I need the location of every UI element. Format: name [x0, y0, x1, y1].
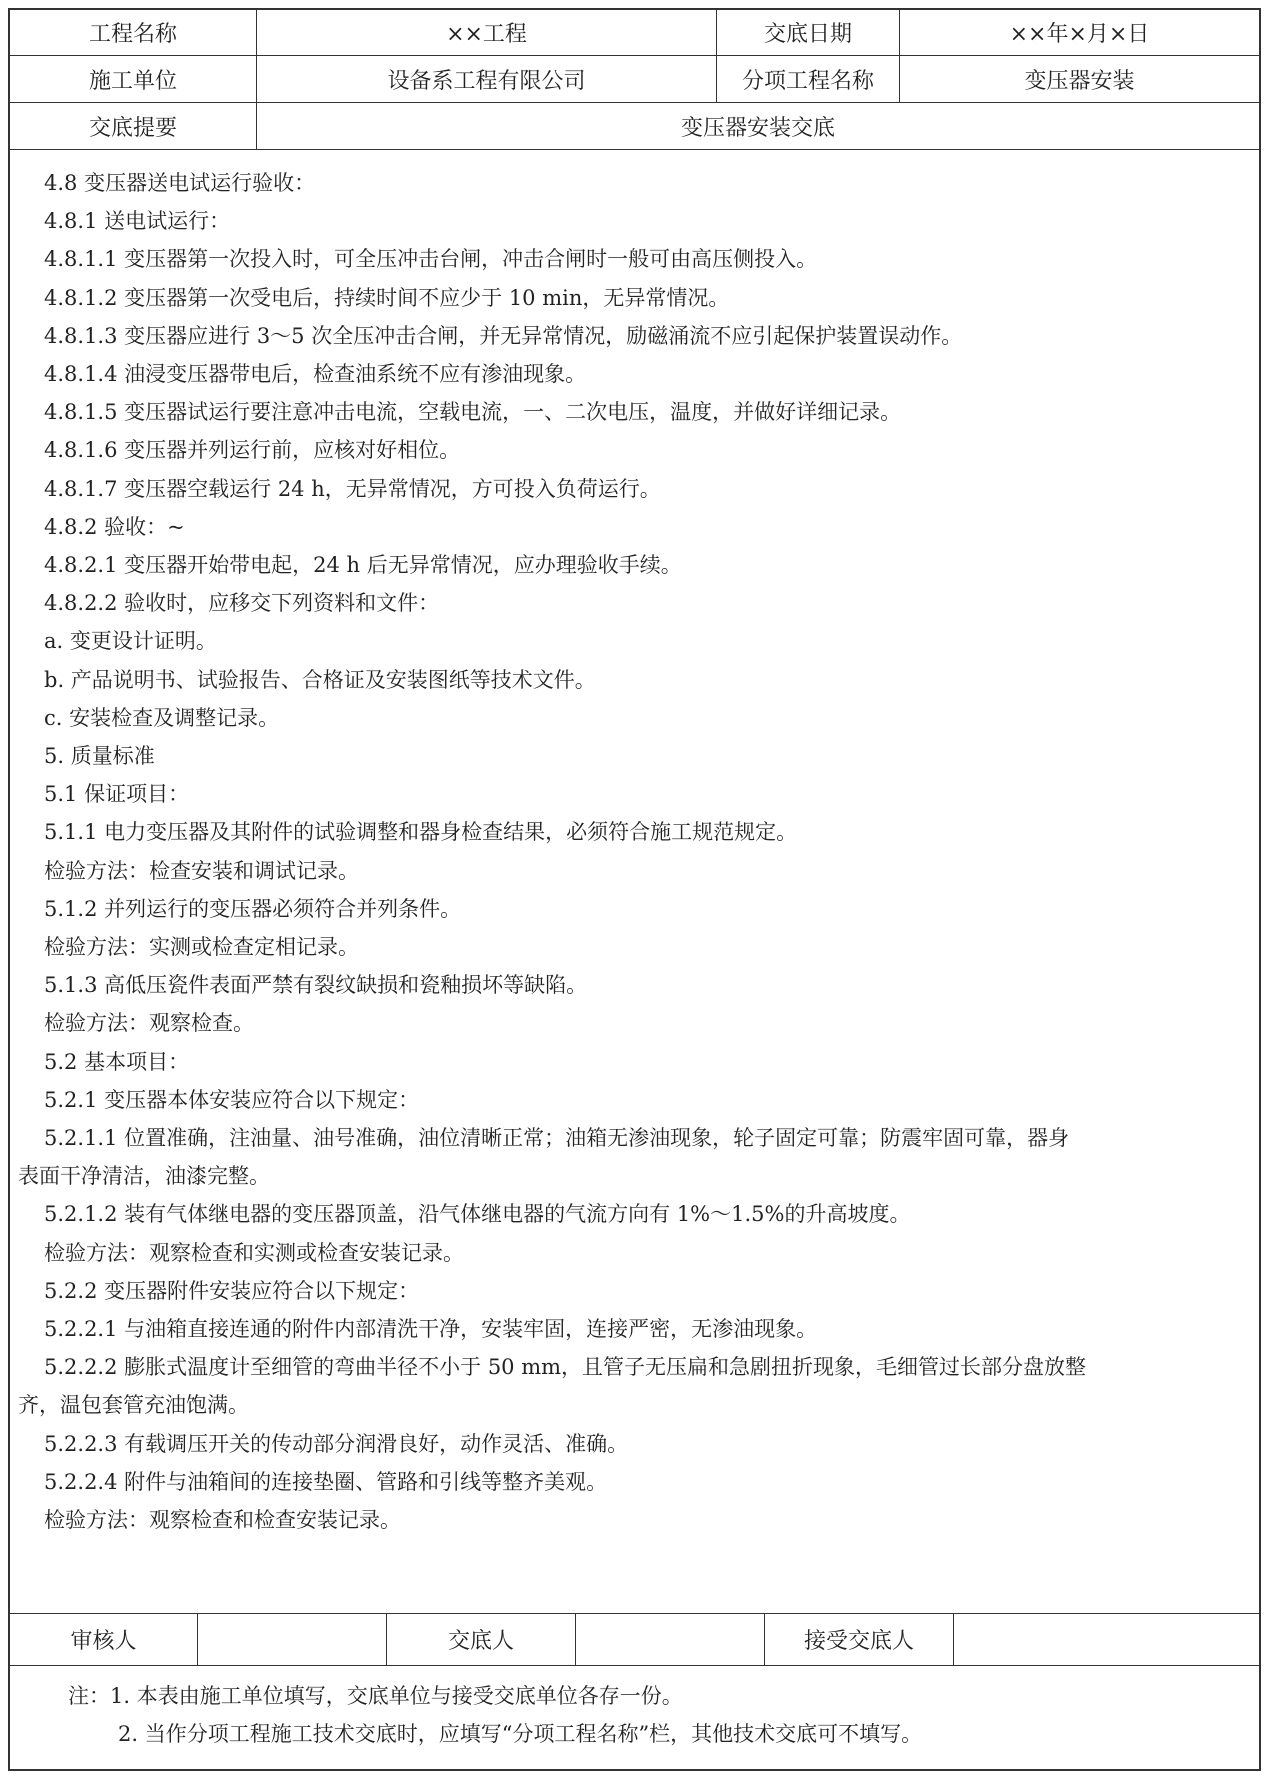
content-line: 检验方法：实测或检查定相记录。: [44, 935, 359, 959]
content-line: 检验方法：观察检查。: [44, 1011, 254, 1036]
project-name-value: ××工程: [257, 10, 717, 55]
content-line: 5. 质量标准: [44, 744, 155, 768]
content-line: 4.8.1.4 油浸变压器带电后，检查油系统不应有渗油现象。: [44, 362, 587, 386]
content-line: b. 产品说明书、试验报告、合格证及安装图纸等技术文件。: [44, 667, 596, 692]
notes-area: [10, 1666, 1259, 1769]
content-line: 检验方法：观察检查和实测或检查安装记录。: [44, 1240, 464, 1265]
content-line: 5.1 保证项目：: [44, 782, 190, 807]
content-line: 齐，温包套管充油饱满。: [18, 1393, 249, 1418]
content-line: 5.1.1 电力变压器及其附件的试验调整和器身检查结果，必须符合施工规范规定。: [44, 820, 798, 845]
date-value: ××年×月×日: [1009, 22, 1150, 47]
content-line: 4.8.1.6 变压器并列运行前，应核对好相位。: [44, 438, 461, 463]
content-line: 4.8.2.1 变压器开始带电起，24 h 后无异常情况，应办理验收手续。: [44, 553, 682, 577]
signature-row: [10, 1614, 1259, 1666]
content-line: 4.8.1.3 变压器应进行 3～5 次全压冲击合闸，并无异常情况，励磁涌流不应引起保护装置误动作。: [44, 323, 963, 348]
content-line: c. 安装检查及调整记录。: [44, 705, 280, 730]
content-line: 5.2 基本项目：: [44, 1049, 190, 1074]
content-line: 4.8.2 验收：~: [44, 514, 185, 539]
content-line: 5.1.3 高低压瓷件表面严禁有裂纹缺损和瓷釉损坏等缺陷。: [44, 973, 588, 998]
discloser-label: 交底人: [387, 1614, 576, 1665]
content-line: a. 变更设计证明。: [44, 629, 217, 654]
subproject-name-value: 变压器安装: [1024, 68, 1135, 94]
note-2: 2. 当作分项工程施工技术交底时，应填写“分项工程名称”栏，其他技术交底可不填写。: [118, 1722, 923, 1746]
construction-unit-value: 设备系工程有限公司: [257, 56, 717, 102]
subproject-name-label: 分项工程名称: [717, 56, 900, 102]
content-line: 5.2.2.2 膨胀式温度计至细管的弯曲半径不小于 50 mm，且管子无压扁和急剧扭折现象，毛细管过长部分盘放整: [44, 1355, 1087, 1380]
content-line: 5.2.2.4 附件与油箱间的连接垫圈、管路和引线等整齐美观。: [44, 1469, 608, 1494]
discloser-signature-field[interactable]: [576, 1614, 765, 1665]
disclosure-content: [10, 150, 1259, 1614]
content-line: 5.2.2.3 有载调压开关的传动部分润滑良好，动作灵活、准确。: [44, 1431, 629, 1456]
reviewer-label: 审核人: [10, 1614, 198, 1665]
content-line: 4.8.1.2 变压器第一次受电后，持续时间不应少于 10 min，无异常情况。: [44, 285, 730, 310]
receiver-label: 接受交底人: [765, 1614, 954, 1665]
content-line: 5.1.2 并列运行的变压器必须符合并列条件。: [44, 896, 462, 921]
content-line: 4.8.1.1 变压器第一次投入时，可全压冲击台闸，冲击合闸时一般可由高压侧投入。: [44, 247, 818, 272]
content-line: 4.8.1.5 变压器试运行要注意冲击电流，空载电流，一、二次电压，温度，并做好详细记录。: [44, 400, 902, 425]
summary-label: 交底提要: [10, 103, 257, 149]
content-line: 5.2.1 变压器本体安装应符合以下规定：: [44, 1087, 420, 1112]
content-line: 4.8 变压器送电试运行验收：: [44, 171, 316, 195]
note-1: 注：1. 本表由施工单位填写，交底单位与接受交底单位各存一份。: [68, 1684, 683, 1708]
content-line: 5.2.1.2 装有气体继电器的变压器顶盖，沿气体继电器的气流方向有 1%～1.5%的升高坡度。: [44, 1202, 911, 1227]
content-line: 4.8.1.7 变压器空载运行 24 h，无异常情况，方可投入负荷运行。: [44, 476, 661, 501]
project-name-label: 工程名称: [10, 10, 257, 55]
content-line: 5.2.2 变压器附件安装应符合以下规定：: [44, 1278, 420, 1303]
content-line: 4.8.2.2 验收时，应移交下列资料和文件：: [44, 591, 440, 616]
construction-unit-label: 施工单位: [10, 56, 257, 102]
date-label: 交底日期: [717, 10, 900, 55]
disclosure-form: [8, 8, 1261, 1771]
content-line: 检验方法：检查安装和调试记录。: [44, 858, 359, 883]
content-line: 5.2.1.1 位置准确，注油量、油号准确，油位清晰正常；油箱无渗油现象，轮子固定可靠；防震牢固可靠，器身: [44, 1126, 1070, 1150]
reviewer-signature-field[interactable]: [198, 1614, 387, 1665]
content-line: 检验方法：观察检查和检查安装记录。: [44, 1508, 401, 1532]
content-line: 4.8.1 送电试运行：: [44, 209, 231, 234]
header-row-3: [10, 103, 1259, 150]
content-line: 表面干净清洁，油漆完整。: [18, 1164, 270, 1189]
summary-value: 变压器安装交底: [680, 115, 835, 141]
header-row-2: [10, 56, 1259, 103]
receiver-signature-field[interactable]: [954, 1614, 1259, 1665]
header-row-1: [10, 10, 1259, 56]
content-line: 5.2.2.1 与油箱直接连通的附件内部清洗干净，安装牢固，连接严密，无渗油现象。: [44, 1317, 818, 1341]
